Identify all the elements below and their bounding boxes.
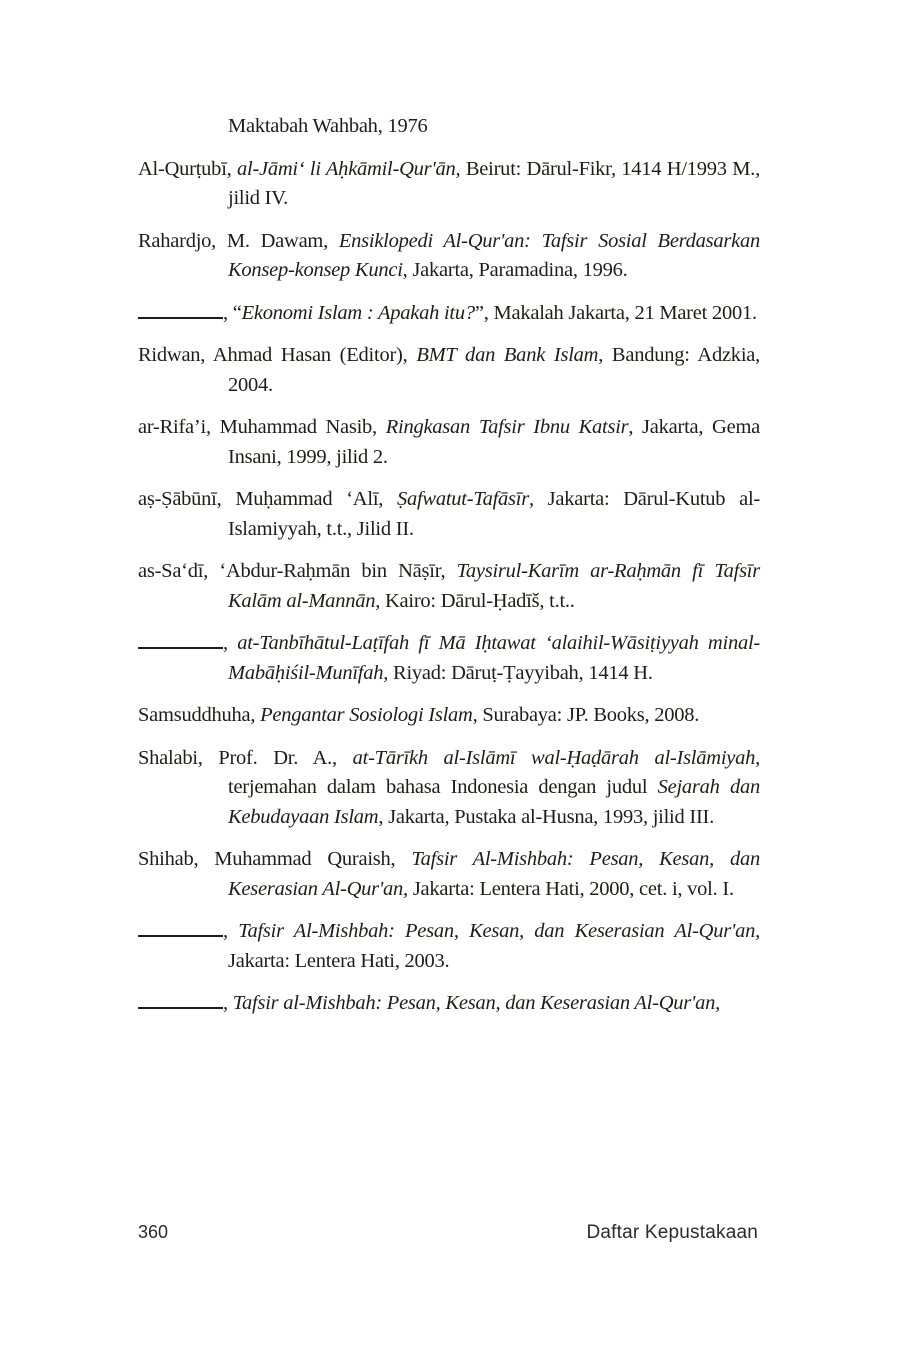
entry-text-segment: terjemahan dalam bahasa Indonesia dengan judul <box>228 776 658 798</box>
bibliography-entry <box>138 341 760 400</box>
entry-text-segment: at-Tārīkh al-Islāmī wal-Ḥaḍārah al-Islāmiyah, <box>352 746 761 769</box>
bibliography-entry <box>138 845 760 904</box>
entry-text-segment: aṣ-Ṣābūnī, Muḥammad ‘Alī, <box>138 488 397 510</box>
entry-text-segment: Pengantar Sosiologi Islam <box>260 704 473 726</box>
entry-text-segment: as-Sa‘dī, ‘Abdur-Raḥmān bin Nāṣīr, <box>138 560 457 582</box>
entry-text-segment: , Surabaya: JP. Books, 2008. <box>472 704 700 726</box>
bibliography-entry <box>138 989 760 1019</box>
page-number: 360 <box>138 1222 169 1242</box>
entry-text-segment: Ṣafwatut-Tafāsīr <box>396 488 529 510</box>
author-repeat-dash <box>138 1007 223 1009</box>
entry-text-segment: Shalabi, Prof. Dr. A., <box>138 746 353 769</box>
entry-text-segment: Riyad: Dāruṭ-Ṭayyibah, 1414 H. <box>393 661 653 684</box>
bibliography-entry <box>138 701 760 731</box>
bibliography-entry <box>138 112 760 142</box>
entry-text-segment: BMT dan Bank Islam <box>416 344 599 366</box>
entry-text-segment: at-Tanbīhātul-Laṭīfah fī Mā Iḥtawat ‘alaihil-Wāsiṭiyyah minal-Mabāḥiśil-Munīfah, <box>228 632 760 684</box>
entry-text-segment: Ekonomi Islam : Apakah itu? <box>241 301 475 324</box>
bibliography-entry <box>138 744 760 833</box>
entry-text-segment: Kairo: Dārul-Ḥadīš, t.t.. <box>384 589 575 612</box>
entry-text-segment: Tafsir Al-Mishbah: Pesan, Kesan, dan Keserasian Al-Qur'an, <box>228 848 760 900</box>
page-footer <box>138 1222 758 1244</box>
entry-text-segment: , “ <box>223 301 242 324</box>
entry-text-segment: , <box>223 632 238 654</box>
bibliography-entry <box>138 227 760 286</box>
author-repeat-dash <box>138 647 223 649</box>
entry-text-segment: Al-Qurṭubī, <box>138 157 237 180</box>
entry-text-segment: Tafsir al-Mishbah: Pesan, Kesan, dan Keserasian Al-Qur'an, <box>232 992 721 1014</box>
entry-text-segment: Maktabah Wahbah, 1976 <box>228 115 428 137</box>
entry-text-segment: ”, Makalah Jakarta, 21 Maret 2001. <box>474 301 757 324</box>
bibliography-entry <box>138 485 760 544</box>
entry-text-segment: Tafsir Al-Mishbah: Pesan, Kesan, dan Keserasian Al-Qur'an, <box>238 920 760 942</box>
entry-text-segment: , Jakarta, Paramadina, 1996. <box>402 259 628 281</box>
entry-text-segment: Ringkasan Tafsir Ibnu Katsir <box>385 416 629 438</box>
entry-text-segment: Shihab, Muhammad Quraish, <box>138 848 412 870</box>
entry-text-segment: Rahardjo, M. Dawam, <box>138 229 339 252</box>
bibliography-entry <box>138 557 760 616</box>
bibliography-entry <box>138 155 760 214</box>
entry-text-segment: Ensiklopedi Al-Qur'an: Tafsir Sosial Berdasarkan Konsep-konsep Kunci <box>228 229 760 281</box>
entry-text-segment: Beirut: Dārul-Fikr, 1414 H/1993 M., jilid IV. <box>228 157 760 209</box>
entry-text-segment: al-Jāmi‘ li Aḥkāmil-Qur'ān, <box>236 157 466 180</box>
entry-text-segment: , <box>223 920 239 942</box>
author-repeat-dash <box>138 317 223 319</box>
entry-text-segment: Samsuddhuha, <box>138 704 261 726</box>
footer-section-title: Daftar Kepustakaan <box>586 1222 758 1243</box>
entry-text-segment: Jakarta: Lentera Hati, 2003. <box>228 949 450 972</box>
entry-text-segment: , Jakarta: Dārul-Kutub al-Islamiyyah, t.t., Jilid II. <box>228 488 760 540</box>
bibliography-entry <box>138 629 760 688</box>
bibliography-entry <box>138 917 760 976</box>
bibliography-list <box>138 112 760 1032</box>
entry-text-segment: Taysirul-Karīm ar-Raḥmān fī Tafsīr Kalām al-Mannān, <box>228 560 760 612</box>
entry-text-segment: Sejarah dan Kebudayaan Islam <box>228 776 760 828</box>
entry-text-segment: , <box>223 992 233 1014</box>
bibliography-entry <box>138 299 760 329</box>
entry-text-segment: , Jakarta, Gema Insani, 1999, jilid 2. <box>228 416 760 468</box>
author-repeat-dash <box>138 935 223 937</box>
entry-text-segment: ar-Rifa’i, Muhammad Nasib, <box>138 416 386 438</box>
entry-text-segment: Jakarta: Lentera Hati, 2000, cet. i, vol. I. <box>412 877 734 900</box>
entry-text-segment: , Bandung: Adzkia, 2004. <box>228 344 760 396</box>
bibliography-entry <box>138 413 760 472</box>
entry-text-segment: , Jakarta, Pustaka al-Husna, 1993, jilid III. <box>378 805 715 828</box>
entry-text-segment: Ridwan, Ahmad Hasan (Editor), <box>138 344 417 366</box>
